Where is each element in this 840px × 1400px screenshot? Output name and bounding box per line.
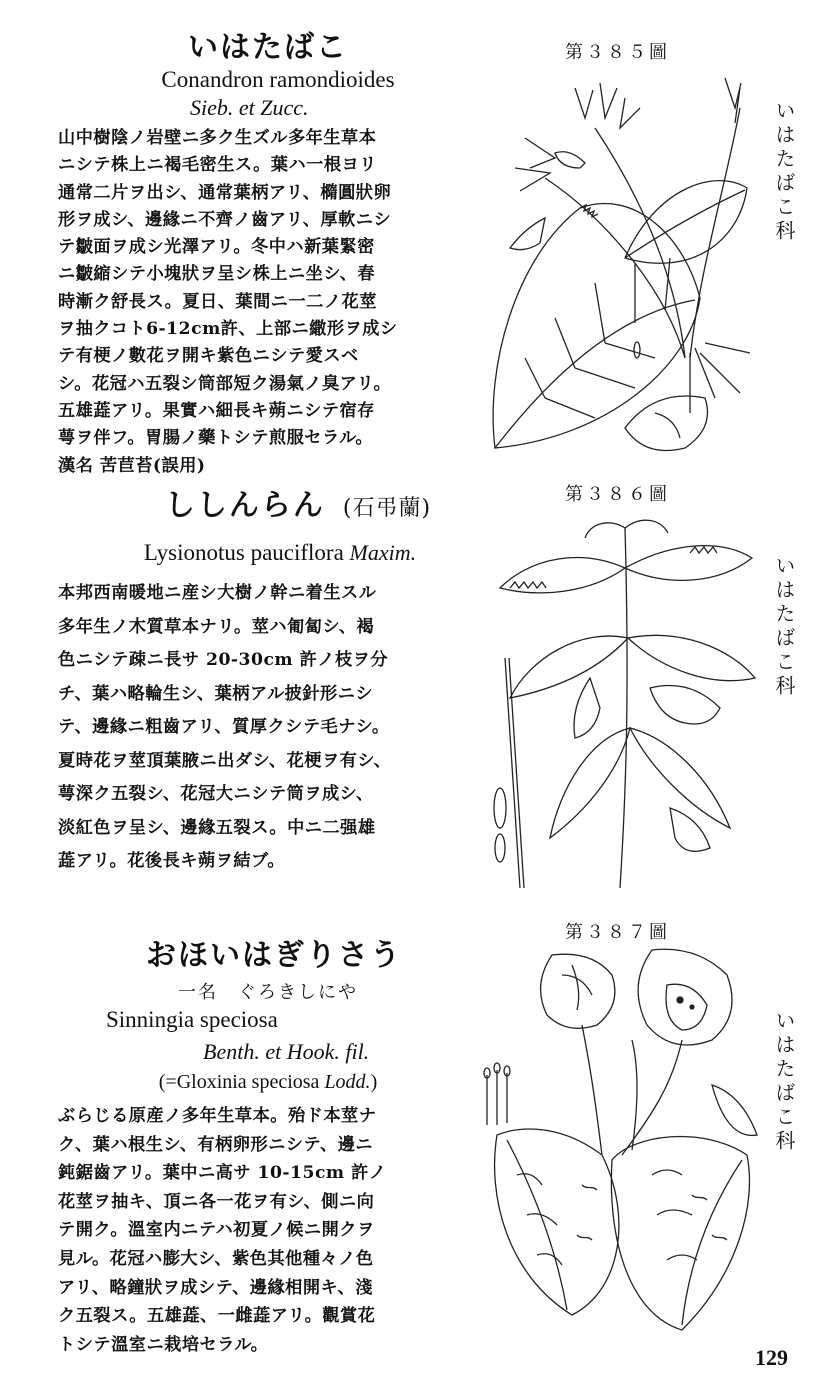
figure-387-plant-illustration [482,945,767,1340]
entry-1-line: 五雄蕋アリ。果實ハ細長キ蒴ニシテ宿存 [58,400,375,421]
entry-2-line: 蕋アリ。花後長キ蒴ヲ結ブ。 [58,851,286,871]
entry-3-line: 鈍鋸齒アリ。葉中ニ高サ 10-15cm 許ノ [58,1163,387,1184]
entry-2-line: チ、葉ハ略輪生シ、葉柄アル披針形ニシ [58,683,374,704]
entry-3-family-label: いはたばこ科 [772,1010,796,1154]
figure-386-plant-illustration [490,508,765,900]
entry-1-line: テ皺面ヲ成シ光澤アリ。冬中ハ新葉緊密 [58,237,375,258]
entry-3-line: 花莖ヲ抽キ、頂ニ各一花ヲ有シ、側ニ向 [58,1191,375,1212]
entry-2-line: 色ニシテ疎ニ長サ 20-30cm 許ノ枝ヲ分 [58,650,389,670]
entry-3-title: おほいはぎりさう [146,938,402,973]
entry-1-description [58,125,478,480]
figure-386-label: 第３８６圖 [565,484,670,505]
figure-385-plant-illustration [485,68,755,460]
entry-1-line: ニシテ株上ニ褐毛密生ス。葉ハ一根ヨリ [58,155,377,176]
entry-1-title: いはたばこ [188,30,348,65]
entry-2-line: 本邦西南暖地ニ産シ大樹ノ幹ニ着生スル [58,583,377,603]
entry-1-line: 萼ヲ伴フ。胃腸ノ藥トシテ煎服セラル。 [58,428,374,449]
entry-2-line: 淡紅色ヲ呈シ、邊緣五裂ス。中ニ二强雄 [58,817,376,838]
entry-2-line: 夏時花ヲ莖頂葉腋ニ出ダシ、花梗ヲ有シ、 [58,750,392,771]
entry-3-synonym-name: (=Gloxinia speciosa [158,1071,325,1093]
entry-1-text [58,30,478,480]
entry-3-line: ク五裂ス。五雄蕋、一雌蕋アリ。觀賞花 [58,1306,376,1327]
entry-1-line: 時漸ク舒長ス。夏日、葉間ニ一二ノ花莖 [58,291,377,312]
entry-2-title: ししんらん [164,488,325,523]
entry-2-line: テ、邊緣ニ粗齒アリ、質厚クシテ毛ナシ。 [58,717,390,737]
entry-3-line: アリ、略鐘狀ヲ成シテ、邊緣相開キ、淺 [58,1277,373,1298]
entry-2-family-label: いはたばこ科 [772,555,796,699]
entry-2-line: 多年生ノ木質草本ナリ。莖ハ匍匐シ、褐 [58,616,375,637]
entry-3-description [58,1102,478,1359]
entry-3-line: ぶらじる原産ノ多年生草本。殆ド本莖ナ [58,1106,377,1126]
entry-1-family-label: いはたばこ科 [772,100,796,244]
entry-3-synonym-close: ) [370,1071,378,1093]
entry-3-line: ク、葉ハ根生シ、有柄卵形ニシテ、邊ニ [58,1134,374,1155]
entry-3-scientific-name: Sinningia speciosa [106,1007,278,1032]
entry-3-author: Benth. et Hook. fil. [203,1039,370,1064]
entry-1-line: 漢名 苦苣苔(誤用) [58,455,206,476]
entry-1-line: テ有梗ノ數花ヲ開キ紫色ニシテ愛スベ [58,346,359,367]
entry-2-description [58,577,478,879]
entry-3-text [58,938,478,1359]
entry-1-line: シ。花冠ハ五裂シ筒部短ク湯氣ノ臭アリ。 [58,373,392,394]
entry-2-latin-name [82,539,478,567]
entry-2-author: Maxim. [349,540,417,565]
entry-2-title-row [58,488,478,527]
entry-3-alternate-name: 一名 ぐろきしにや [178,982,358,1003]
entry-2-kanji-name: (石弔蘭) [342,496,432,521]
figure-385-label: 第３８５圖 [565,42,670,63]
entry-1-author: Sieb. et Zucc. [190,95,309,120]
page-number: 129 [755,1345,788,1370]
entry-3-line: 見ル。花冠ハ膨大シ、紫色其他種々ノ色 [58,1248,374,1269]
entry-1-line: 形ヲ成シ、邊緣ニ不齊ノ齒アリ、厚軟ニシ [58,209,392,230]
entry-2-scientific-name: Lysionotus pauciflora [143,540,344,565]
entry-1-latin-name [78,66,478,94]
entry-1-scientific-name: Conandron ramondioides [161,67,395,92]
entry-1-line: 山中樹陰ノ岩壁ニ多ク生ズル多年生草本 [58,128,377,148]
entry-3-line: トシテ溫室ニ栽培セラル。 [58,1334,269,1355]
entry-3-line: テ開ク。溫室内ニテハ初夏ノ候ニ開クヲ [58,1220,375,1241]
entry-1-line: 通常二片ヲ出シ、通常葉柄アリ、橢圓狀卵 [58,182,392,203]
entry-1-line: ニ皺縮シテ小塊狀ヲ呈シ株上ニ坐シ、春 [58,264,376,285]
entry-2-text [58,488,478,879]
entry-2-line: 萼深ク五裂シ、花冠大ニシテ筒ヲ成シ、 [58,784,374,804]
entry-1-line: ヲ抽クコト6-12cm許、上部ニ繖形ヲ成シ [58,319,398,340]
figure-387-label: 第３８７圖 [565,922,670,943]
entry-3-synonym-author: Lodd. [324,1071,371,1093]
entry-3-synonym [58,1069,478,1096]
